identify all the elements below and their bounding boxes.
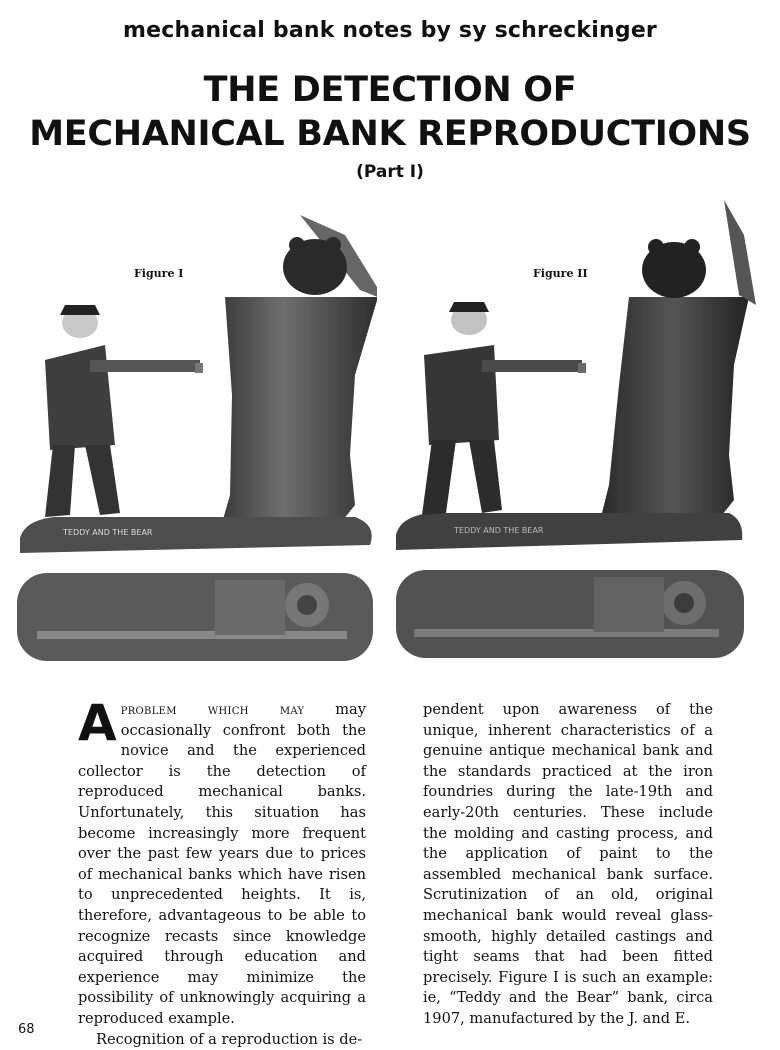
paragraph-2-start: Recognition of a reproduction is de- [96,1030,363,1048]
figure-1-base-text: TEDDY AND THE BEAR [63,528,153,537]
title-line-1: THE DETECTION OF [203,70,577,110]
page-number: 68 [18,1022,35,1037]
article-title [0,68,780,156]
figure-1-label: Figure I [134,267,184,280]
article-column-1 [78,694,366,1050]
figure-2-base-text: TEDDY AND THE BEAR [454,526,544,535]
paragraph-1-text: may occasionally confront both the novice and the experienced collector is the detection of reproduced mechanical banks. Unfortunately, this situation has become increasingly more frequent over the past few years due to prices of mechanical banks which have risen to unprecedented heights. It is, therefore, advantageous to be able to recognize recasts since knowledge acquired through education and experience may minimize the possibility of unknowingly acquiring a reproduced example. [78,701,366,1027]
series-kicker: mechanical bank notes by sy schreckinger [122,18,657,43]
lead-in-smallcaps: problem which may [120,701,305,718]
article-column-2 [423,700,713,1030]
article-part: (Part I) [356,162,424,182]
paragraph-2-continued: pendent upon awareness of the unique, inherent characteristics of a genuine antique mechanical bank and the standards practiced at the iron foundries during the late-19th and early-20th centuries. These include the molding and casting process, and the application of paint to the assembled mechanical bank surface. Scrutinization of an old, original mechanical bank would reveal glass-smooth, highly detailed castings and tight seams that had been fitted precisely. Figure I is such an example: ie, “Teddy and the Bear” bank, circa 1907, manufactured by the J. and E. [423,701,713,1027]
paragraph-1 [78,694,366,1030]
figure-2-label: Figure II [533,267,588,280]
figure-2-photo [394,195,756,665]
title-line-2: MECHANICAL BANK REPRODUCTIONS [29,114,751,154]
drop-cap: A [78,694,117,752]
figure-1-photo [15,195,377,665]
